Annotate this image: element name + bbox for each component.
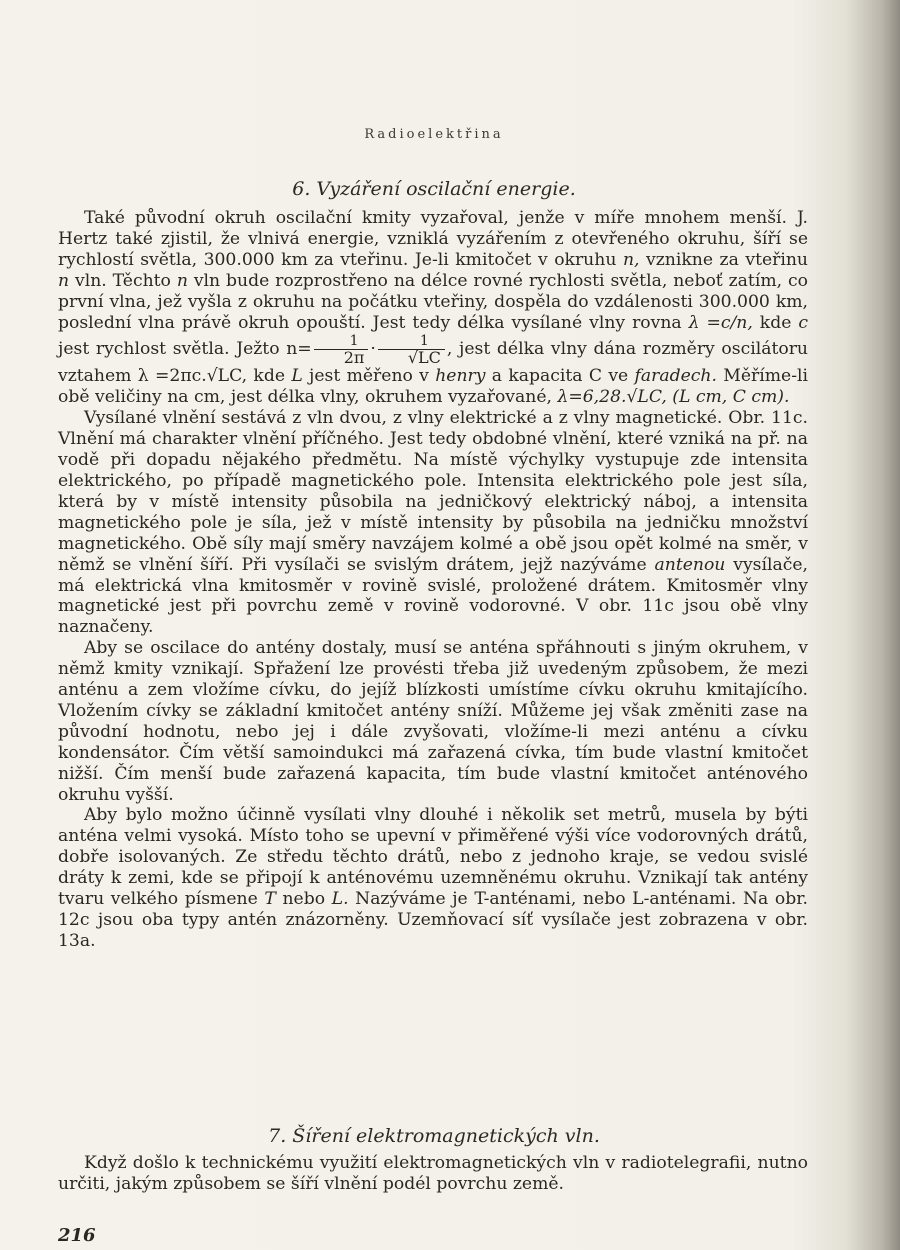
- formula-wavelength: λ=6,28.√LC, (L cm, C cm).: [557, 387, 790, 408]
- fraction-1-over-sqrt-lc: $\frac{1}{√LC}$: [378, 333, 445, 366]
- section-title-6: 6. Vyzáření oscilační energie.: [292, 178, 576, 200]
- running-head: Radioelektřina: [364, 127, 504, 142]
- section-title-7: 7. Šíření elektromagnetických vln.: [268, 1125, 600, 1147]
- sqrt-lc: √LC,: [206, 366, 248, 387]
- paragraph: Aby bylo možno účinně vysílati vlny dlouhé i několik set metrů, musela by býti anténa velmi vysoká. Místo toho se upevní v přiměřené výši více vodorovných drátů, dobře isolovaných. Ze středu těchto drátů, nebo z jednoho kraje, se vedou svislé dráty k zemi, kde se připojí k anténovému uzemněnému okruhu. Vznikají tak antény tvaru velkého písmene T nebo L. Nazýváme je T-anténami, nebo L-anténami. Na obr. 12c jsou oba typy antén znázorněny. Uzemňovací síť vysílače jest zobrazena v obr. 13a.: [58, 805, 808, 951]
- formula-lambda: λ =c/n,: [688, 312, 753, 333]
- section-7-body: [58, 1153, 808, 1195]
- paragraph: Také původní okruh oscilační kmity vyzařoval, jenže v míře mnohem menší. J. Hertz také zjistil, že vlnivá energie, vzniklá vyzářením z otevřeného okruhu, šíří se rychlostí světla, 300.000 km za vteřinu. Je-li kmitočet v okruhu n, vznikne za vteřinu n vln. Těchto n vln bude rozprostřeno na délce rovné rychlosti světla, neboť zatím, co první vlna, jež vyšla z okruhu na počátku vteřiny, dospěla do vzdálenosti 300.000 km, poslední vlna právě okruh opouští. Jest tedy délka vysílané vlny rovna λ =c/n, kde c jest rychlost světla. Ježto n= $\frac{1}{2\pi}$ · $\frac{1}{√LC}$ , jest délka vlny dána rozměry oscilátoru vztahem λ =2πc.√LC, kde L jest měřeno v henry a kapacita C ve faradech. Měříme-li obě veličiny na cm, jest délka vlny, okruhem vyzařované, λ=6,28.√LC, (L cm, C cm).: [58, 208, 809, 408]
- page-number: 216: [58, 1225, 96, 1246]
- paragraph: Vysílané vlnění sestává z vln dvou, z vlny elektrické a z vlny magnetické. Obr. 11c. Vlnění má charakter vlnění příčného. Jest tedy obdobné vlnění, které vzniká na př. na vodě při dopadu nějakého předmětu. Na místě výchylky vystupuje zde intensita elektrického, po případě magnetického pole. Intensita elektrického pole jest síla, která by v místě intensity působila na jedničkový elektrický náboj, a intensita magnetického pole je síla, jež v místě intensity by působila na jedničku množství magnetického. Obě síly mají směry navzájem kolmé a obě jsou opět kolmé na směr, v němž se vlnění šíří. Při vysílači se svislým drátem, jejž nazýváme antenou vysílače, má elektrická vlna kmitosměr v rovině svislé, proložené drátem. Kmitosměr vlny magnetické jest při povrchu země v rovině vodorovné. V obr. 11c jsou obě vlny naznačeny.: [58, 408, 808, 638]
- section-6-body: [58, 208, 808, 952]
- paragraph: Aby se oscilace do antény dostaly, musí se anténa spřáhnouti s jiným okruhem, v němž kmity vznikají. Spřažení lze provésti třeba již uvedeným způsobem, že mezi anténu a zem vložíme cívku, do jejíž blízkosti umístíme cívku okruhu kmitajícího. Vložením cívky se základní kmitočet antény sníží. Můžeme jej však změniti zase na původní hodnotu, nebo jej i dále zvyšovati, vložíme-li mezi anténu a cívku kondensátor. Čím větší samoindukci má zařazená cívka, tím bude vlastní kmitočet nižší. Čím menší bude zařazená kapacita, tím bude vlastní kmitočet anténového okruhu vyšší.: [58, 638, 808, 805]
- paragraph: Když došlo k technickému využití elektromagnetických vln v radiotelegrafii, nutno určiti, jakým způsobem se šíří vlnění podél povrchu země.: [58, 1153, 808, 1194]
- fraction-1-over-2pi: $\frac{1}{2\pi}$: [314, 333, 369, 366]
